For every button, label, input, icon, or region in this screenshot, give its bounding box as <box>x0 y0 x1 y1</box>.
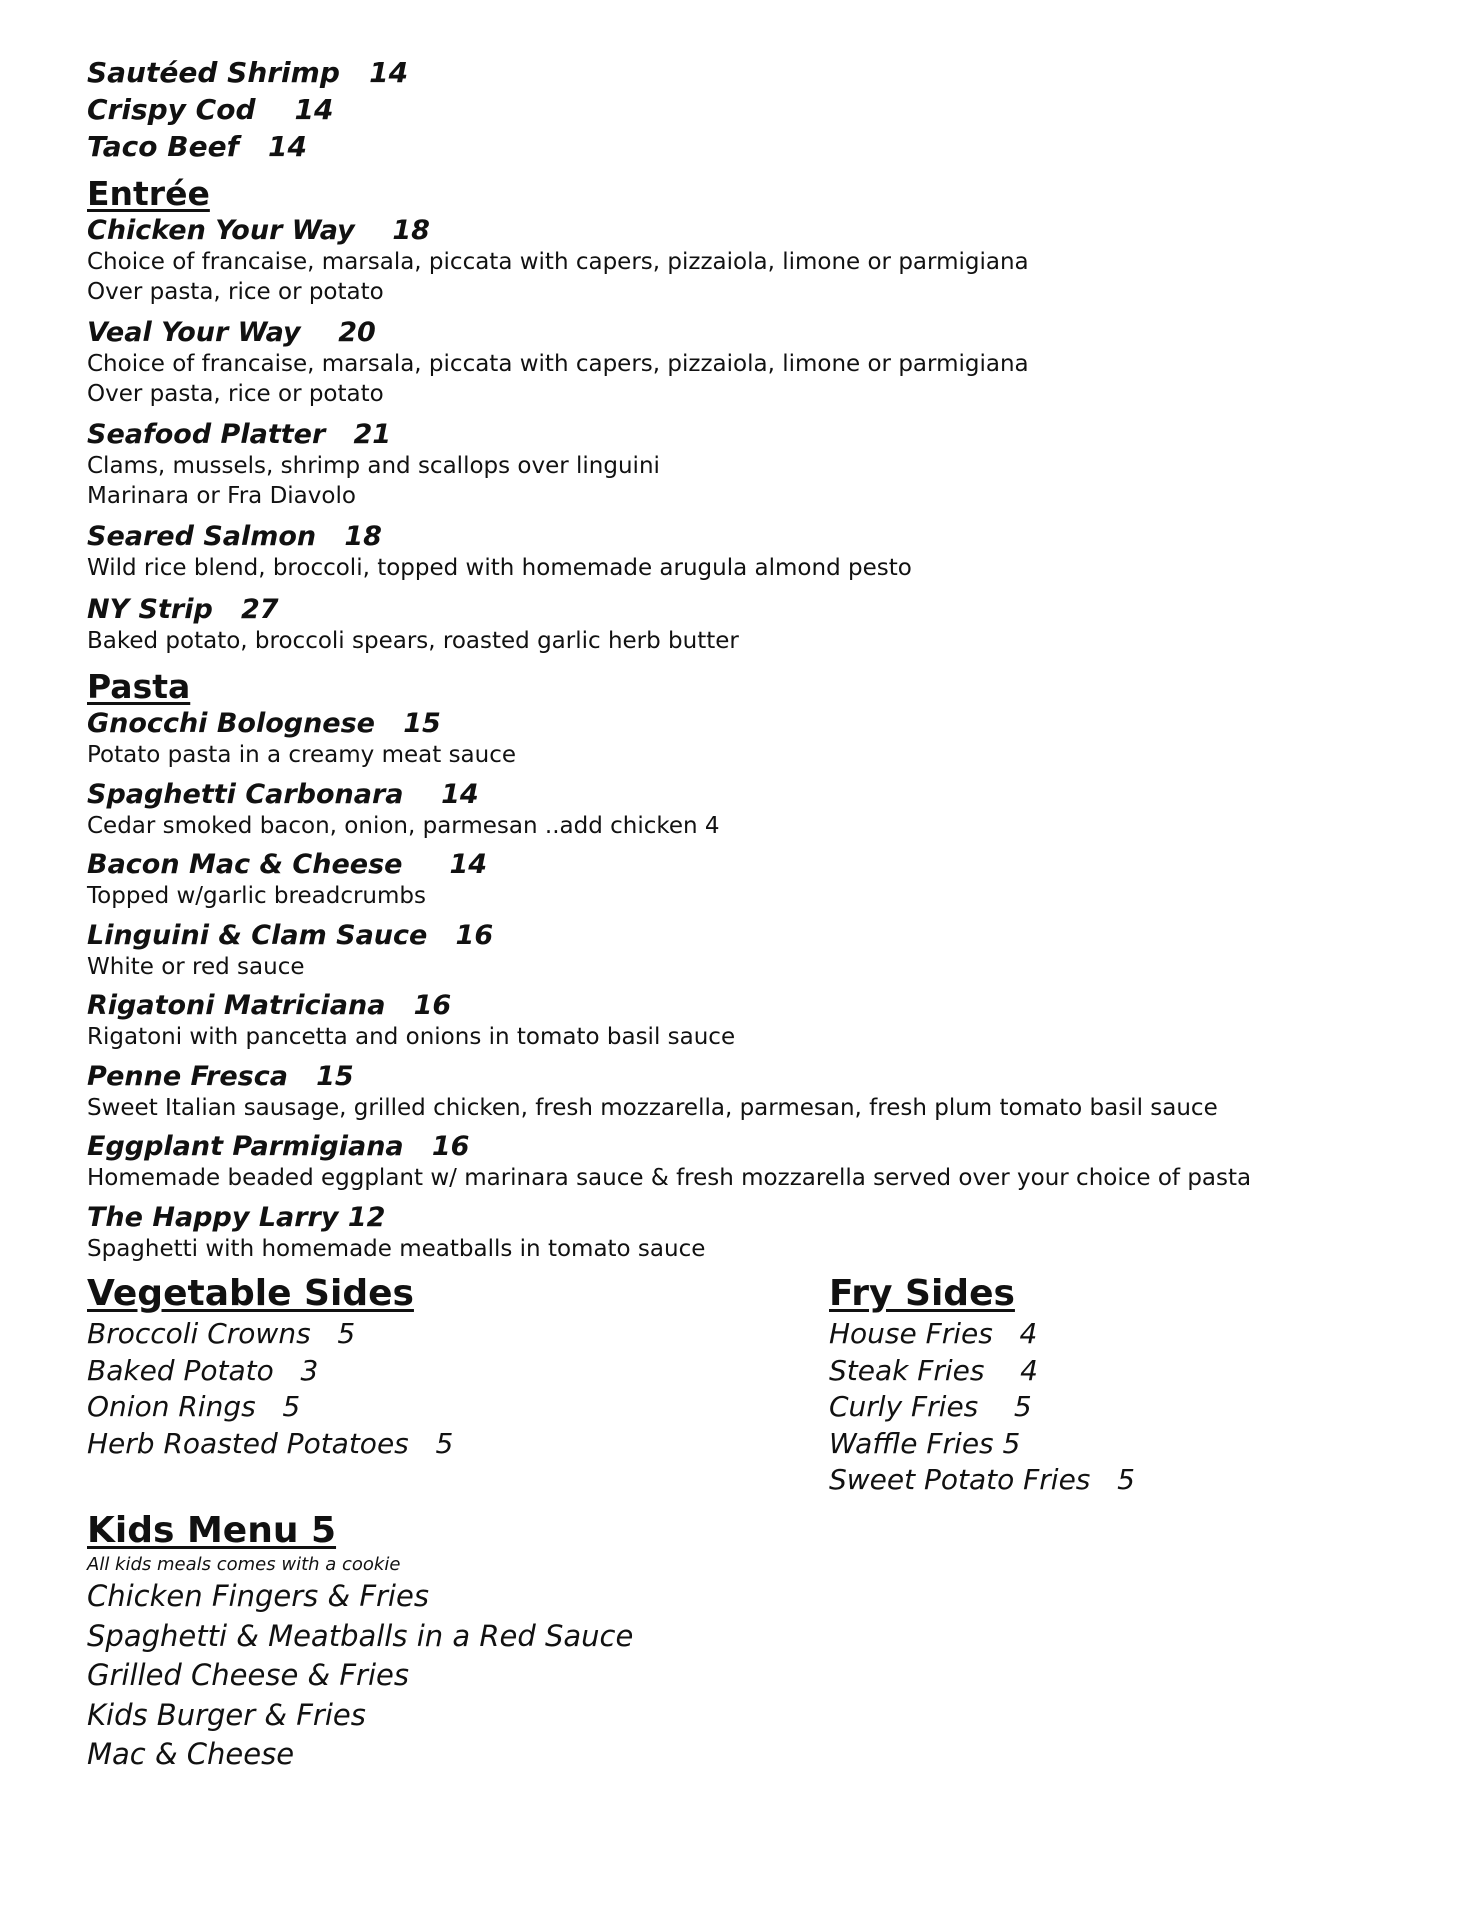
add-on-item: Sautéed Shrimp 14 <box>87 56 409 89</box>
side-item: Broccoli Crowns 5 <box>87 1317 356 1350</box>
item-description: Wild rice blend, broccoli, topped with homemade arugula almond pesto <box>87 555 912 581</box>
section-heading: Pasta <box>87 667 191 706</box>
entree-section <box>87 174 1427 656</box>
section-heading: Vegetable Sides <box>87 1273 414 1314</box>
side-item: Onion Rings 5 <box>87 1390 301 1423</box>
menu-item <box>87 1060 1427 1124</box>
vegetable-sides-section <box>87 1272 453 1462</box>
kids-item: Kids Burger & Fries <box>87 1697 366 1732</box>
menu-item <box>87 1130 1427 1194</box>
fry-sides-section <box>829 1272 1135 1499</box>
menu-item <box>87 989 1427 1053</box>
menu-item <box>87 316 1427 409</box>
sides-row <box>87 1272 1427 1504</box>
kids-item: Chicken Fingers & Fries <box>87 1579 429 1613</box>
menu-item <box>87 1201 1427 1265</box>
kids-menu-note: All kids meals comes with a cookie <box>87 1554 401 1575</box>
item-title: Eggplant Parmigiana 16 <box>87 1131 470 1162</box>
side-item: Sweet Potato Fries 5 <box>829 1463 1135 1496</box>
item-title: Veal Your Way 20 <box>87 317 376 348</box>
item-description: Sweet Italian sausage, grilled chicken, fresh mozzarella, parmesan, fresh plum tomato basil sauce <box>87 1094 1218 1121</box>
item-description: White or red sauce <box>87 953 305 980</box>
menu-item <box>87 593 1427 657</box>
item-description: Clams, mussels, shrimp and scallops over linguini <box>87 453 660 479</box>
item-description: Choice of francaise, marsala, piccata with capers, pizzaiola, limone or parmigiana <box>87 351 1029 377</box>
menu-item <box>87 214 1427 307</box>
item-title: Bacon Mac & Cheese 14 <box>87 849 488 880</box>
menu-item <box>87 778 1427 842</box>
side-item: House Fries 4 <box>829 1317 1038 1350</box>
side-item: Waffle Fries 5 <box>829 1426 1021 1460</box>
item-title: Seared Salmon 18 <box>87 521 382 552</box>
kids-item: Grilled Cheese & Fries <box>87 1658 409 1692</box>
add-on-item: Crispy Cod 14 <box>87 93 334 126</box>
item-description: Rigatoni with pancetta and onions in tomato basil sauce <box>87 1024 736 1050</box>
item-description: Baked potato, broccoli spears, roasted garlic herb butter <box>87 627 739 654</box>
menu-item <box>87 520 1427 584</box>
add-on-list <box>87 54 1427 165</box>
item-title: Penne Fresca 15 <box>87 1060 354 1092</box>
item-description: Topped w/garlic breadcrumbs <box>87 883 426 909</box>
item-title: Rigatoni Matriciana 16 <box>87 990 452 1021</box>
add-on-item: Taco Beef 14 <box>87 130 307 163</box>
item-description: Marinara or Fra Diavolo <box>87 482 356 509</box>
side-item: Steak Fries 4 <box>829 1353 1038 1387</box>
item-title: Gnocchi Bolognese 15 <box>87 708 441 739</box>
kids-menu-section <box>87 1509 1427 1775</box>
item-description: Choice of francaise, marsala, piccata with capers, pizzaiola, limone or parmigiana <box>87 249 1029 275</box>
menu-item <box>87 418 1427 511</box>
item-description: Homemade beaded eggplant w/ marinara sauce & fresh mozzarella served over your choice of pasta <box>87 1165 1252 1191</box>
menu-item <box>87 919 1427 983</box>
item-description: Over pasta, rice or potato <box>87 380 384 407</box>
item-title: NY Strip 27 <box>87 593 279 625</box>
pasta-section <box>87 667 1427 1264</box>
item-title: Linguini & Clam Sauce 16 <box>87 919 494 951</box>
item-description: Over pasta, rice or potato <box>87 278 384 305</box>
item-title: Spaghetti Carbonara 14 <box>87 778 479 810</box>
section-heading: Kids Menu 5 <box>87 1510 337 1551</box>
item-description: Potato pasta in a creamy meat sauce <box>87 742 517 768</box>
menu-item <box>87 707 1427 771</box>
side-item: Curly Fries 5 <box>829 1390 1032 1423</box>
item-title: Chicken Your Way 18 <box>87 215 430 246</box>
kids-item: Mac & Cheese <box>87 1737 295 1771</box>
menu-page <box>87 54 1427 1775</box>
item-description: Cedar smoked bacon, onion, parmesan ..add chicken 4 <box>87 812 720 839</box>
kids-item: Spaghetti & Meatballs in a Red Sauce <box>87 1618 634 1653</box>
item-title: Seafood Platter 21 <box>87 419 392 450</box>
menu-item <box>87 848 1427 912</box>
section-heading: Fry Sides <box>829 1273 1015 1314</box>
side-item: Baked Potato 3 <box>87 1353 319 1387</box>
item-title: The Happy Larry 12 <box>87 1201 386 1233</box>
item-description: Spaghetti with homemade meatballs in tomato sauce <box>87 1235 706 1262</box>
side-item: Herb Roasted Potatoes 5 <box>87 1426 454 1460</box>
section-heading: Entrée <box>87 174 210 213</box>
